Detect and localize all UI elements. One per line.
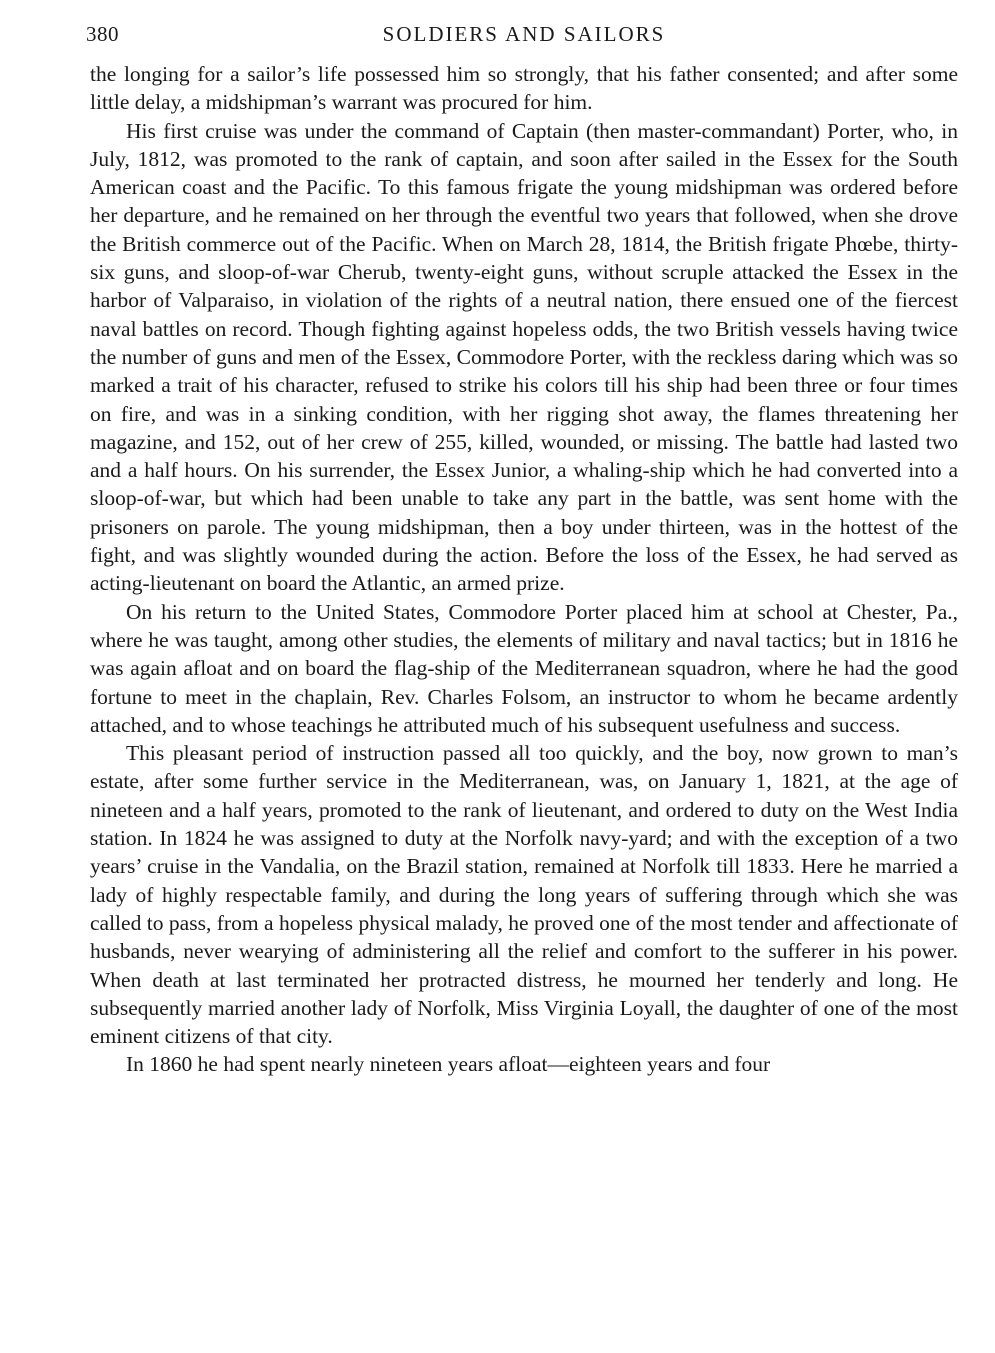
body-text bbox=[90, 60, 958, 1079]
paragraph-promotion: This pleasant period of instruction passed all too quickly, and the boy, now grown to man’s estate, after some further service in the Mediterranean, was, on January 1, 1821, at the age of nineteen and a half years, promoted to the rank of lieutenant, and ordered to duty on the West India station. In 1824 he was assigned to duty at the Norfolk navy-yard; and with the exception of a two years’ cruise in the Vandalia, on the Brazil station, remained at Norfolk till 1833. Here he married a lady of highly respectable family, and during the long years of suffering through which she was called to pass, from a hopeless physical malady, he proved one of the most tender and affectionate of husbands, never wearying of administering all the relief and comfort to the sufferer in his power. When death at last terminated her protracted distress, he mourned her tenderly and long. He subsequently married another lady of Norfolk, Miss Virginia Loyall, the daughter of one of the most eminent citizens of that city. bbox=[90, 741, 958, 1049]
page-number: 380 bbox=[86, 22, 119, 46]
paragraph-1860: In 1860 he had spent nearly nineteen years afloat—eighteen years and four bbox=[126, 1052, 771, 1077]
paragraph-first-cruise: His first cruise was under the command of Captain (then master-commandant) Porter, who, in July, 1812, was promoted to the rank of captain, and soon after sailed in the Essex for the South American coast and the Pacific. To this famous frigate the young midshipman was ordered before her departure, and he remained on her through the eventful two years that followed, when she drove the British commerce out of the Pacific. When on March 28, 1814, the British frigate Phœbe, thirty-six guns, and sloop-of-war Cherub, twenty-eight guns, without scruple attacked the Essex in the harbor of Valparaiso, in violation of the rights of a neutral nation, there ensued one of the fiercest naval battles on record. Though fighting against hopeless odds, the two British vessels having twice the number of guns and men of the Essex, Commodore Porter, with the reckless daring which was so marked a trait of his character, refused to strike his colors till his ship had been three or four times on fire, and was in a sinking condition, with her rigging shot away, the flames threatening her magazine, and 152, out of her crew of 255, killed, wounded, or missing. The battle had lasted two and a half hours. On his surrender, the Essex Junior, a whaling-ship which he had converted into a sloop-of-war, but which had been unable to take any part in the battle, was sent home with the prisoners on parole. The young midshipman, then a boy under thirteen, was in the hottest of the fight, and was slightly wounded during the action. Before the loss of the Essex, he had served as acting-lieutenant on board the Atlantic, an armed prize. bbox=[90, 118, 958, 596]
book-page bbox=[86, 22, 958, 1079]
paragraph-return-to-us: On his return to the United States, Commodore Porter placed him at school at Chester, Pa., where he was taught, among other studies, the elements of military and naval tactics; but in 1816 he was again afloat and on board the flag-ship of the Mediterranean squadron, where he had the good fortune to meet in the chaplain, Rev. Charles Folsom, an instructor to whom he became ardently attached, and to whose teachings he attributed much of his subsequent usefulness and success. bbox=[90, 599, 958, 737]
paragraph-continued: the longing for a sailor’s life possessed him so strongly, that his father consented; and after some little delay, a midshipman’s warrant was procured for him. bbox=[90, 62, 958, 115]
running-title: SOLDIERS AND SAILORS bbox=[382, 22, 666, 46]
running-head bbox=[86, 22, 958, 52]
